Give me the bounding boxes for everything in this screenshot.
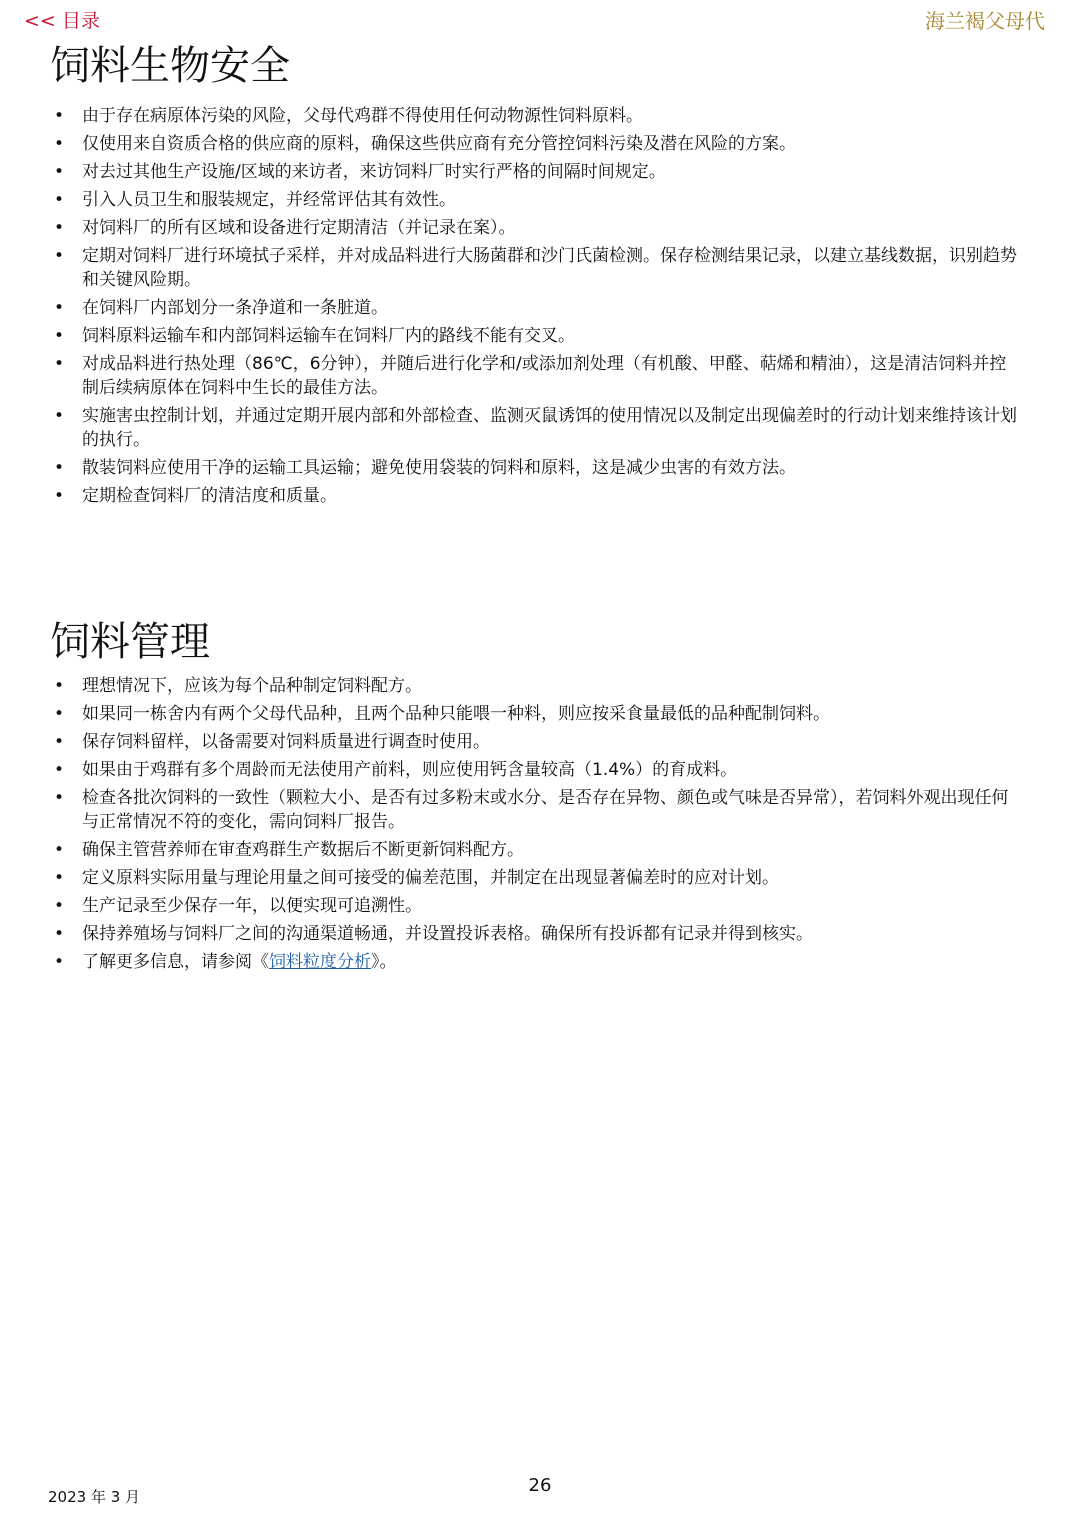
list-item: • 引入人员卫生和服装规定，并经常评估其有效性。 xyxy=(54,190,456,210)
list-item-more-info xyxy=(0,950,1080,974)
bullet-icon: • xyxy=(54,704,65,724)
list-item: • 对成品料进行热处理（86℃，6分钟），并随后进行化学和/或添加剂处理（有机酸、甲醛、萜烯和精油），这是清洁饲料并控制后续病原体在饲料中生长的最佳方法。 xyxy=(54,354,1007,398)
bullet-icon: • xyxy=(54,134,65,154)
more-info-prefix: 了解更多信息，请参阅《 xyxy=(82,952,269,972)
list-item: • 仅使用来自资质合格的供应商的原料，确保这些供应商有充分管控饲料污染及潜在风险的方案。 xyxy=(54,134,796,154)
section-title-feed-management: 饲料管理 xyxy=(50,619,210,665)
bullet-icon: • xyxy=(54,896,65,916)
bullet-icon: • xyxy=(54,676,65,696)
bullet-icon: • xyxy=(54,326,65,346)
list-item: • 定期检查饲料厂的清洁度和质量。 xyxy=(54,486,337,506)
list-item: • 定期对饲料厂进行环境拭子采样，并对成品料进行大肠菌群和沙门氏菌检测。保存检测结果记录，以建立基线数据，识别趋势和关键风险期。 xyxy=(54,246,1017,290)
list-item: • 对去过其他生产设施/区域的来访者，来访饲料厂时实行严格的间隔时间规定。 xyxy=(54,162,666,182)
list-item: • 在饲料厂内部划分一条净道和一条脏道。 xyxy=(54,298,388,318)
table-of-contents-link[interactable]: << 目录 xyxy=(24,10,100,32)
more-info-suffix: 》。 xyxy=(371,952,397,972)
list-item: • 定义原料实际用量与理论用量之间可接受的偏差范围，并制定在出现显著偏差时的应对计划。 xyxy=(54,868,779,888)
page-number: 26 xyxy=(528,1475,552,1496)
bullet-icon: • xyxy=(54,246,65,266)
bullet-icon: • xyxy=(54,868,65,888)
bullet-icon: • xyxy=(54,732,65,752)
footer-date: 2023 年 3 月 xyxy=(48,1488,141,1506)
bullet-icon: • xyxy=(54,106,65,126)
list-item: • 实施害虫控制计划，并通过定期开展内部和外部检查、监测灭鼠诱饵的使用情况以及制定出现偏差时的行动计划来维持该计划的执行。 xyxy=(54,406,1017,450)
list-item: • 理想情况下，应该为每个品种制定饲料配方。 xyxy=(54,676,422,696)
bullet-icon: • xyxy=(54,354,65,374)
bullet-icon: • xyxy=(54,298,65,318)
bullet-icon: • xyxy=(54,952,65,972)
brand-title: 海兰褐父母代 xyxy=(925,9,1045,33)
bullet-icon: • xyxy=(54,162,65,182)
feed-biosecurity-list xyxy=(0,104,1080,512)
list-item: • 保持养殖场与饲料厂之间的沟通渠道畅通，并设置投诉表格。确保所有投诉都有记录并得到核实。 xyxy=(54,924,813,944)
list-item: • 如果同一栋舍内有两个父母代品种，且两个品种只能喂一种料，则应按采食量最低的品种配制饲料。 xyxy=(54,704,830,724)
list-item: • 生产记录至少保存一年，以便实现可追溯性。 xyxy=(54,896,422,916)
bullet-icon: • xyxy=(54,406,65,426)
bullet-icon: • xyxy=(54,788,65,808)
section-title-feed-biosecurity: 饲料生物安全 xyxy=(50,43,290,89)
bullet-icon: • xyxy=(54,840,65,860)
bullet-icon: • xyxy=(54,760,65,780)
list-item: • 对饲料厂的所有区域和设备进行定期清洁（并记录在案）。 xyxy=(54,218,516,238)
list-item: • 检查各批次饲料的一致性（颗粒大小、是否有过多粉末或水分、是否存在异物、颜色或气味是否异常），若饲料外观出现任何与正常情况不符的变化，需向饲料厂报告。 xyxy=(54,788,1009,832)
feed-particle-size-analysis-link[interactable]: 饲料粒度分析 xyxy=(269,952,371,972)
bullet-icon: • xyxy=(54,190,65,210)
list-item: • 饲料原料运输车和内部饲料运输车在饲料厂内的路线不能有交叉。 xyxy=(54,326,575,346)
list-item: • 确保主管营养师在审查鸡群生产数据后不断更新饲料配方。 xyxy=(54,840,524,860)
bullet-icon: • xyxy=(54,458,65,478)
list-item: • 保存饲料留样，以备需要对饲料质量进行调查时使用。 xyxy=(54,732,490,752)
bullet-icon: • xyxy=(54,924,65,944)
list-item: • 散装饲料应使用干净的运输工具运输；避免使用袋装的饲料和原料，这是减少虫害的有效方法。 xyxy=(54,458,796,478)
bullet-icon: • xyxy=(54,486,65,506)
feed-management-list xyxy=(0,674,1080,978)
list-item: • 由于存在病原体污染的风险，父母代鸡群不得使用任何动物源性饲料原料。 xyxy=(54,106,643,126)
list-item: • 如果由于鸡群有多个周龄而无法使用产前料，则应使用钙含量较高（1.4%）的育成料。 xyxy=(54,760,738,780)
bullet-icon: • xyxy=(54,218,65,238)
